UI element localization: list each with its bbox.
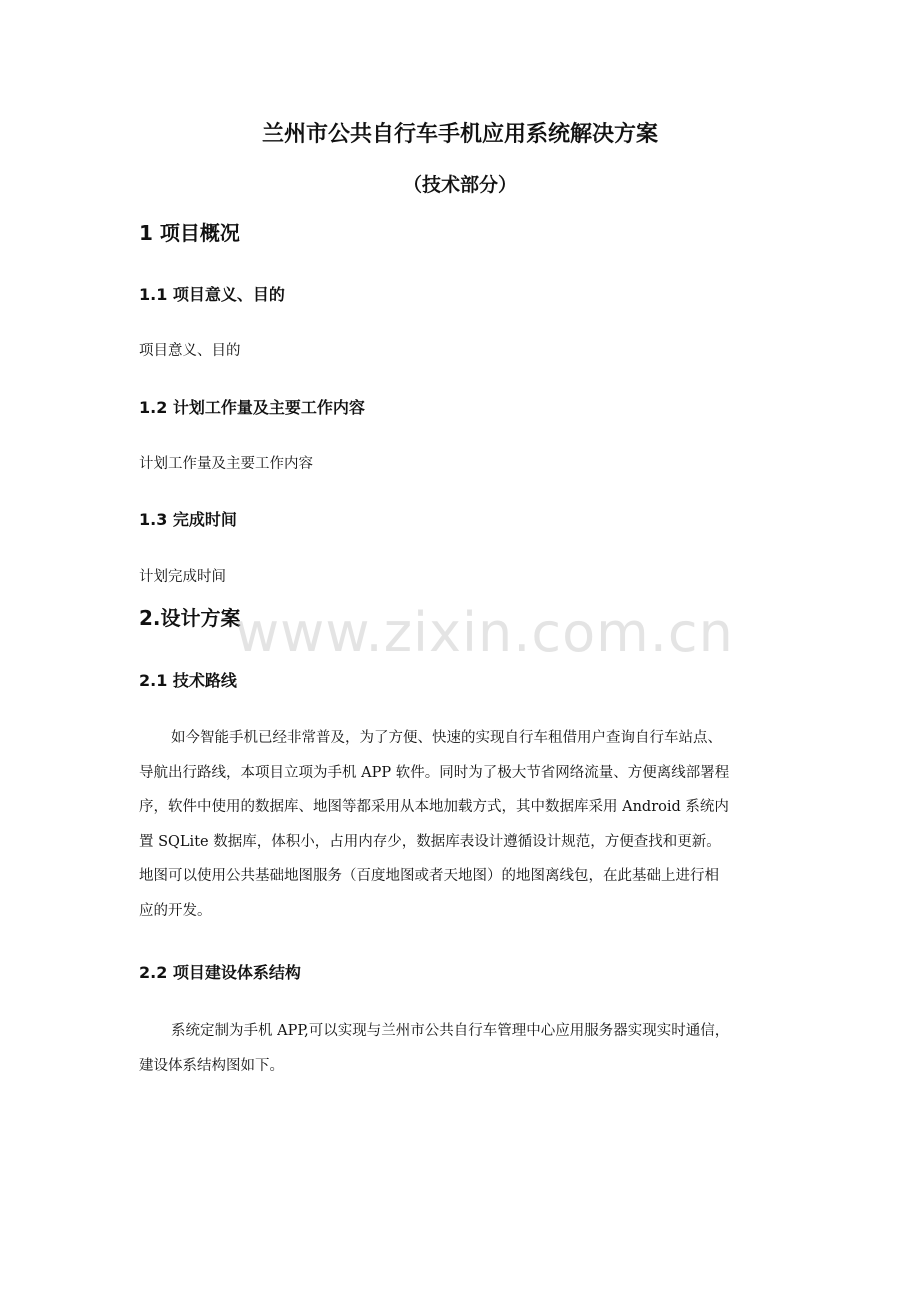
section-1-2-heading: 1.2 计划工作量及主要工作内容 [139,398,365,417]
paragraph-line: 导航出行路线，本项目立项为手机 APP 软件。同时为了极大节省网络流量、方便离线部署程 [139,764,730,781]
watermark: www.zixin.com.cn [235,601,734,664]
paragraph-line: 系统定制为手机 APP,可以实现与兰州市公共自行车管理中心应用服务器实现实时通信， [171,1023,730,1039]
paragraph-line: 置 SQLite 数据库，体积小，占用内存少，数据库表设计遵循设计规范，方便查找和更新。 [139,833,721,850]
section-1-3-heading: 1.3 完成时间 [139,510,237,529]
section-1-heading: 1 项目概况 [139,221,240,245]
document-subtitle: （技术部分） [402,174,517,196]
section-1-2-body: 计划工作量及主要工作内容 [139,456,313,472]
section-1-3-body: 计划完成时间 [139,569,226,585]
section-2-2-paragraph [139,1014,784,1083]
paragraph-line: 建设体系结构图如下。 [139,1057,284,1074]
section-2-1-paragraph [139,721,784,928]
section-2-2-heading: 2.2 项目建设体系结构 [139,963,301,982]
paragraph-line: 应的开发。 [139,902,212,919]
section-1-1-body: 项目意义、目的 [139,343,241,359]
paragraph-line: 序，软件中使用的数据库、地图等都采用从本地加载方式，其中数据库采用 Android 系统内 [139,799,729,815]
paragraph-line: 如今智能手机已经非常普及，为了方便、快速的实现自行车租借用户查询自行车站点、 [171,730,722,746]
section-2-1-heading: 2.1 技术路线 [139,671,237,690]
section-2-heading: 2.设计方案 [139,606,241,630]
document-title: 兰州市公共自行车手机应用系统解决方案 [261,122,658,147]
section-1-1-heading: 1.1 项目意义、目的 [139,285,285,304]
paragraph-line: 地图可以使用公共基础地图服务（百度地图或者天地图）的地图离线包，在此基础上进行相 [139,868,719,884]
